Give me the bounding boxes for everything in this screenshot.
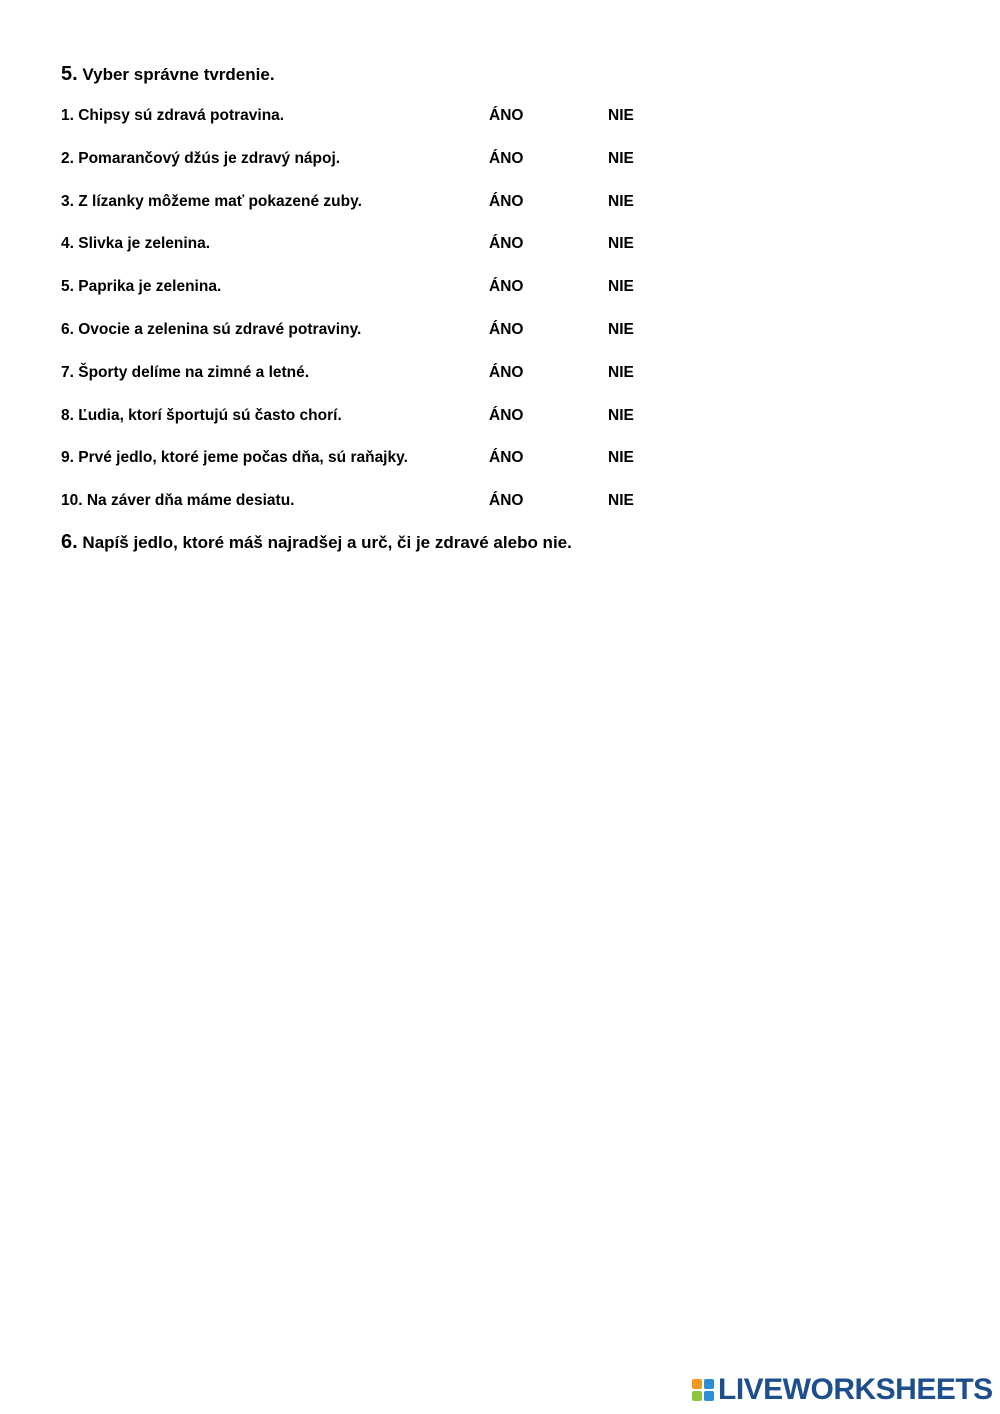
logo-wordmark: LIVEWORKSHEETS (718, 1373, 993, 1406)
question-row (61, 149, 941, 192)
logo-mark-tile (704, 1391, 714, 1401)
answer-no-option[interactable]: NIE (608, 149, 634, 167)
answer-no-option[interactable]: NIE (608, 449, 634, 467)
answer-yes-option[interactable]: ÁNO (489, 492, 524, 510)
question-row (61, 234, 941, 277)
answer-yes-option[interactable]: ÁNO (489, 192, 524, 210)
answer-yes-option[interactable]: ÁNO (489, 406, 524, 424)
answer-yes-option[interactable]: ÁNO (489, 149, 524, 167)
question-row (61, 491, 941, 534)
logo-mark-tile (692, 1391, 702, 1401)
task5-title: Vyber správne tvrdenie. (82, 65, 275, 84)
liveworksheets-logo (692, 1374, 993, 1406)
question-text: 6. Ovocie a zelenina sú zdravé potraviny. (61, 320, 362, 338)
answer-yes-option[interactable]: ÁNO (489, 278, 524, 296)
question-text: 9. Prvé jedlo, ktoré jeme počas dňa, sú raňajky. (61, 449, 408, 467)
answer-no-option[interactable]: NIE (608, 320, 634, 338)
question-text: 10. Na záver dňa máme desiatu. (61, 492, 295, 510)
question-row (61, 406, 941, 449)
question-row (61, 106, 941, 149)
question-text: 5. Paprika je zelenina. (61, 278, 222, 296)
logo-mark-tile (692, 1379, 702, 1389)
liveworksheets-logo-icon (692, 1379, 714, 1401)
question-text: 8. Ľudia, ktorí športujú sú často chorí. (61, 406, 342, 424)
logo-mark-tile (704, 1379, 714, 1389)
answer-no-option[interactable]: NIE (608, 492, 634, 510)
answer-no-option[interactable]: NIE (608, 406, 634, 424)
question-text: 4. Slivka je zelenina. (61, 235, 211, 253)
question-text: 2. Pomarančový džús je zdravý nápoj. (61, 149, 341, 167)
answer-yes-option[interactable]: ÁNO (489, 320, 524, 338)
answer-yes-option[interactable]: ÁNO (489, 107, 524, 124)
answer-no-option[interactable]: NIE (608, 278, 634, 296)
worksheet-page (61, 60, 941, 557)
answer-no-option[interactable]: NIE (608, 363, 634, 381)
task5-number: 5. (61, 63, 78, 85)
answer-yes-option[interactable]: ÁNO (489, 449, 524, 467)
task5-heading (61, 60, 941, 90)
answer-yes-option[interactable]: ÁNO (489, 363, 524, 381)
question-row (61, 192, 941, 235)
question-row (61, 448, 941, 491)
question-row (61, 363, 941, 406)
question-text: 7. Športy delíme na zimné a letné. (61, 363, 310, 381)
question-list (61, 106, 941, 534)
answer-no-option[interactable]: NIE (608, 107, 634, 124)
answer-no-option[interactable]: NIE (608, 192, 634, 210)
question-text: 3. Z lízanky môžeme mať pokazené zuby. (61, 192, 362, 210)
task6-title: Napíš jedlo, ktoré máš najradšej a urč, či je zdravé alebo nie. (82, 532, 572, 552)
answer-no-option[interactable]: NIE (608, 235, 634, 253)
task6-number: 6. (61, 530, 78, 553)
question-text: 1. Chipsy sú zdravá potravina. (61, 107, 285, 124)
answer-yes-option[interactable]: ÁNO (489, 235, 524, 253)
question-row (61, 320, 941, 363)
question-row (61, 277, 941, 320)
